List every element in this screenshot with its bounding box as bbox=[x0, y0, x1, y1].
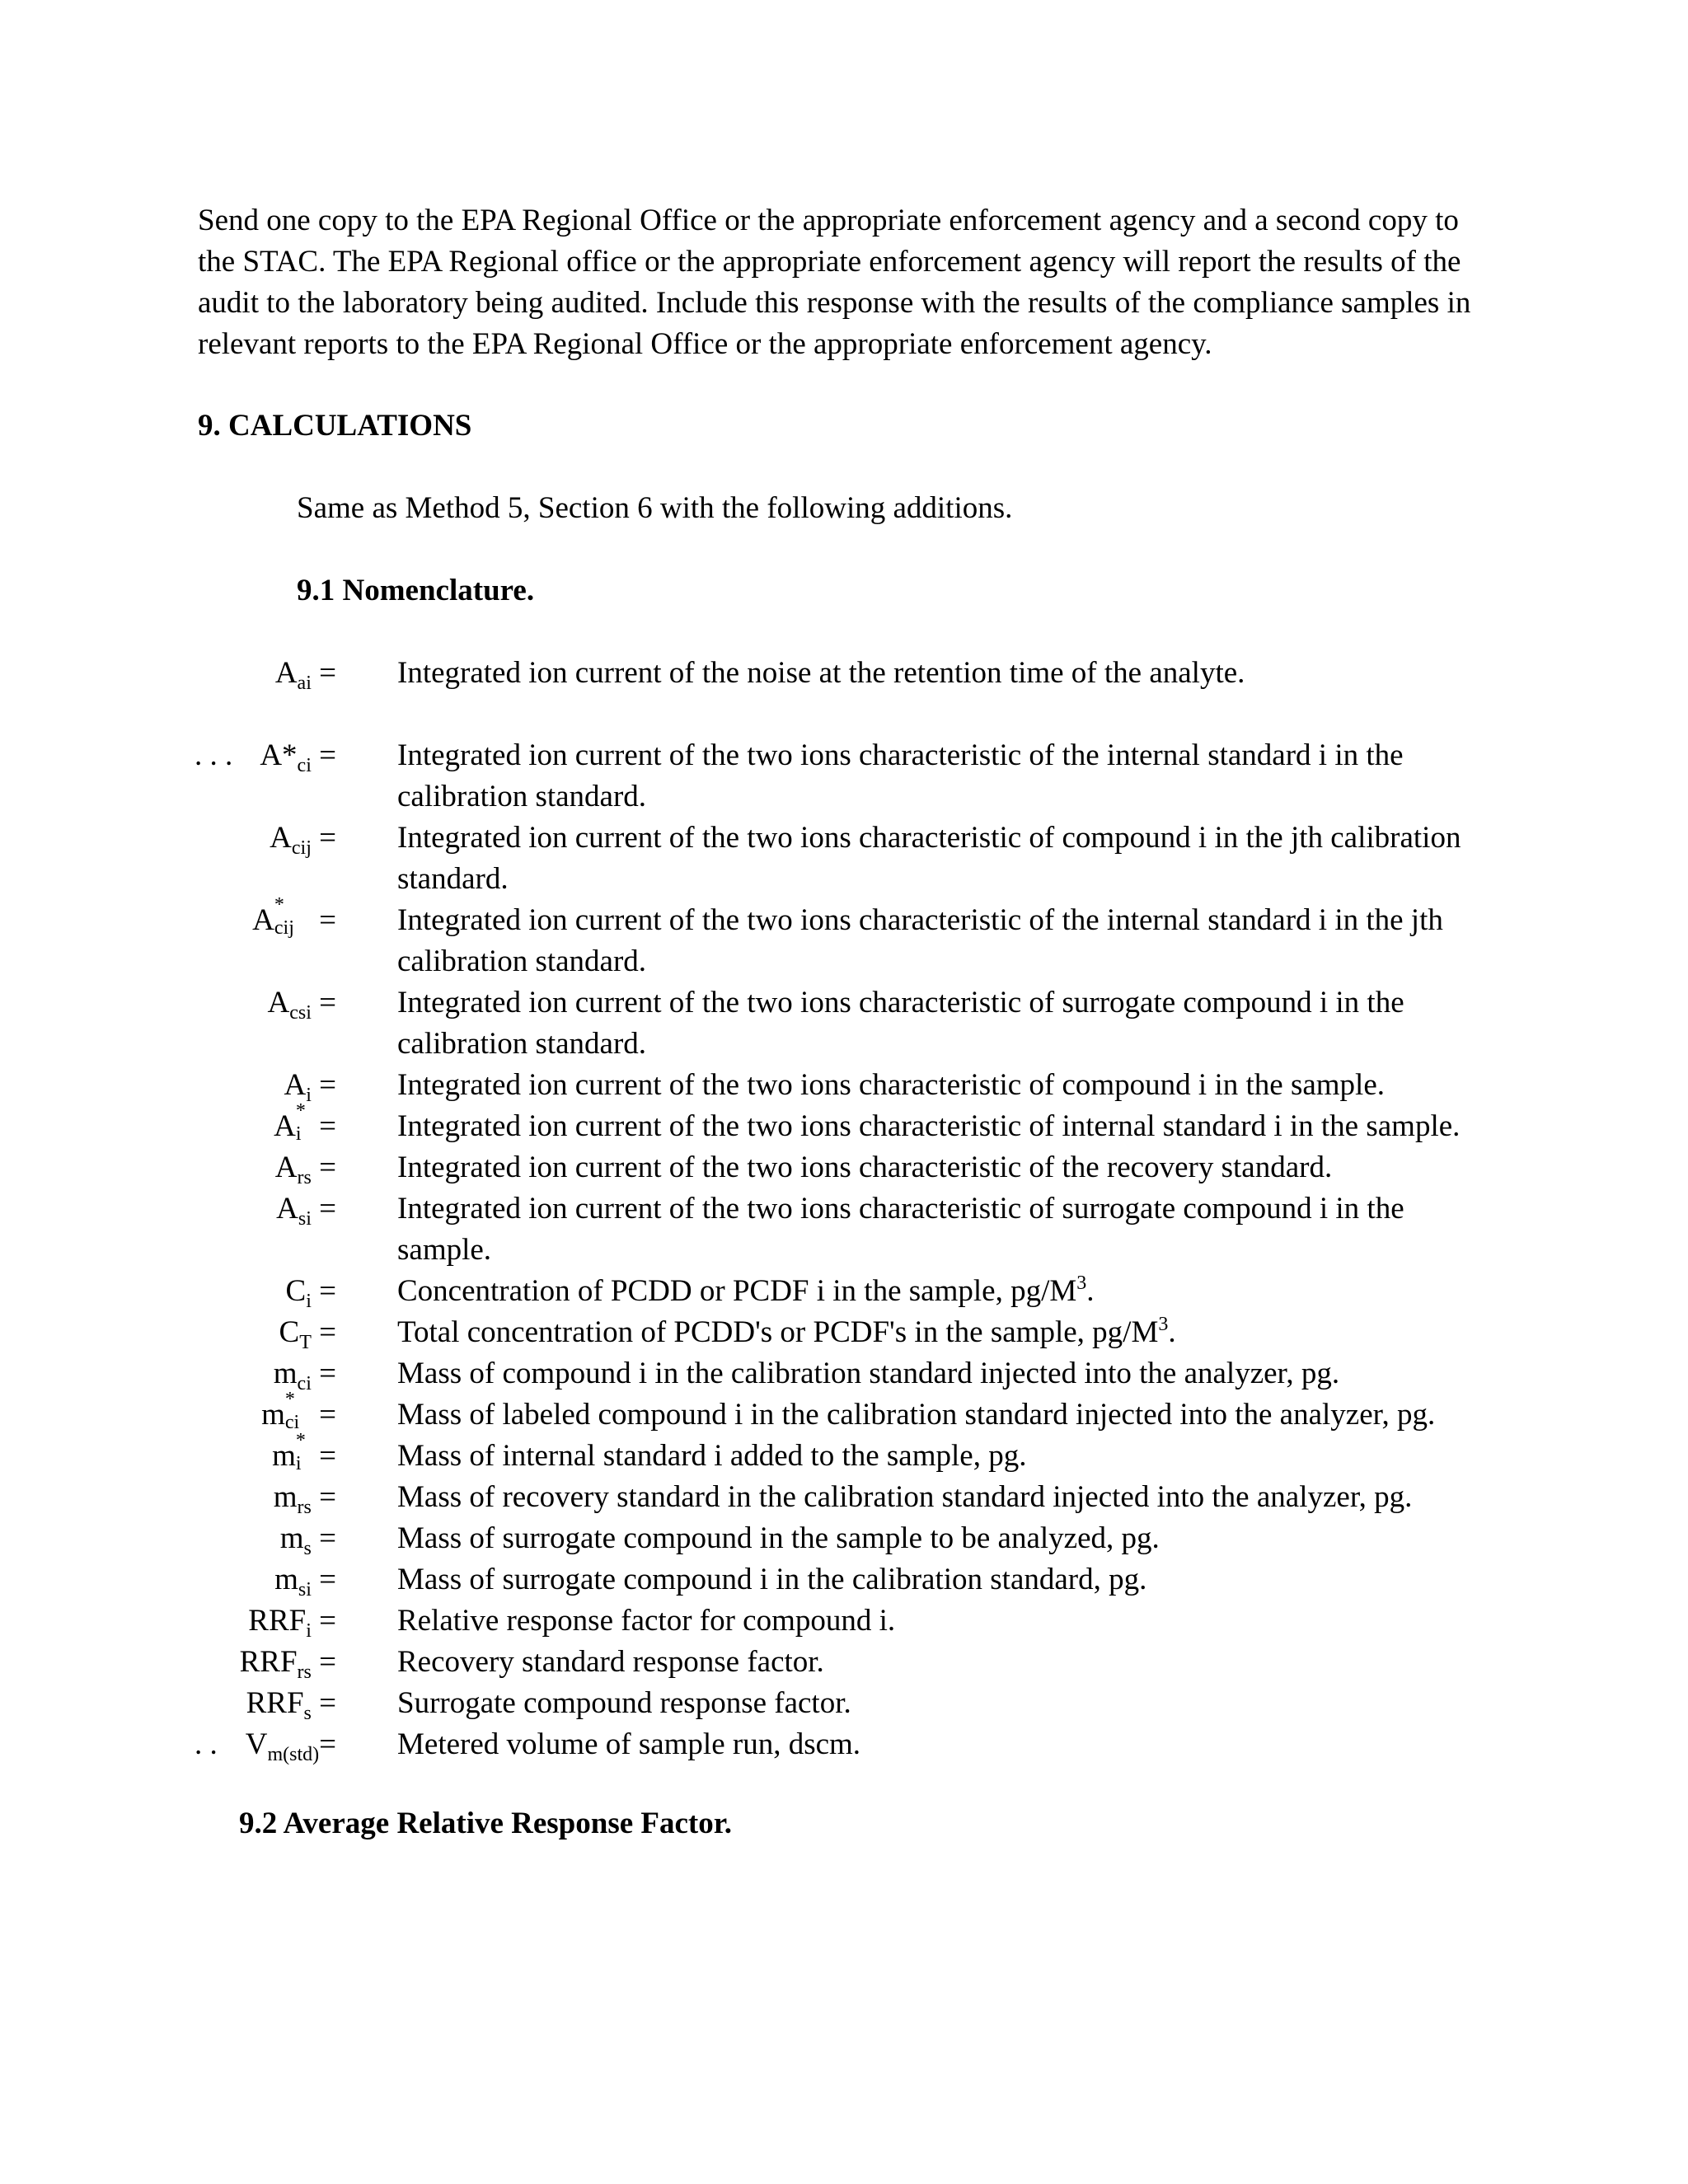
nomenclature-definition: Mass of labeled compound i in the calibration standard injected into the analyzer, pg. bbox=[397, 1398, 1436, 1432]
nomenclature-definition: Mass of surrogate compound in the sample to be analyzed, pg. bbox=[397, 1521, 1160, 1555]
nomenclature-symbol: $RRF_{rs}$ = bbox=[239, 1645, 336, 1683]
nomenclature-symbol: $C_i$ = bbox=[285, 1274, 336, 1312]
section-9-2-heading: 9.2 Average Relative Response Factor. bbox=[239, 1807, 733, 1840]
nomenclature-definition: Total concentration of PCDD's or PCDF's in the sample, $pg/M^3$. bbox=[397, 1314, 1176, 1349]
nomenclature-symbol: A * i = bbox=[274, 1100, 336, 1145]
nomenclature-symbol: $A_{ai}$ = bbox=[274, 656, 336, 694]
nomenclature-definition: Surrogate compound response factor. bbox=[397, 1686, 851, 1720]
nomenclature-definition: Mass of surrogate compound i in the calibration standard, pg. bbox=[397, 1563, 1147, 1596]
nomenclature-symbol: $A_i$ = bbox=[284, 1068, 336, 1106]
nomenclature-definition: Mass of recovery standard in the calibration standard injected into the analyzer, pg. bbox=[397, 1480, 1413, 1514]
nomenclature-definition: Integrated ion current of the two ions characteristic of compound i in the jth calibration standard. bbox=[397, 821, 1461, 896]
nomenclature-definition: Integrated ion current of the two ions characteristic of the internal standard i in the calibration standard. bbox=[397, 738, 1404, 813]
nomenclature-definition: Integrated ion current of the noise at the retention time of the analyte. bbox=[397, 656, 1245, 690]
nomenclature-definition: Recovery standard response factor. bbox=[397, 1645, 824, 1679]
nomenclature-definition: Concentration of PCDD or PCDF i in the sample, $pg/M^3$. bbox=[397, 1272, 1095, 1308]
nomenclature-symbol: $A_{rs}$ = bbox=[274, 1151, 336, 1188]
nomenclature-definition: Relative response factor for compound i. bbox=[397, 1604, 896, 1638]
nomenclature-symbol: $m_s$ = bbox=[279, 1521, 336, 1559]
nomenclature-symbol: $A_{si}$ = bbox=[276, 1192, 336, 1230]
nomenclature-definition: Integrated ion current of the two ions characteristic of compound i in the sample. bbox=[397, 1068, 1386, 1102]
section-9-heading: 9. CALCULATIONS bbox=[198, 409, 472, 443]
nomenclature-symbol: $A_{cij}$ = bbox=[270, 821, 336, 859]
nomenclature-symbol: m * ci = bbox=[261, 1389, 336, 1433]
nomenclature-definition: Integrated ion current of the two ions characteristic of internal standard i in the sample. bbox=[397, 1109, 1461, 1143]
nomenclature-symbol: $V_{m(std)}=$ bbox=[245, 1727, 336, 1765]
nomenclature-symbol: $m_{ci}$ = bbox=[273, 1357, 336, 1394]
nomenclature-symbol: A * cij = bbox=[252, 894, 336, 939]
nomenclature-symbol: $A*_{ci}$ = bbox=[260, 738, 336, 776]
opening-paragraph: Send one copy to the EPA Regional Office or the appropriate enforcement agency and a second copy to the STAC. The EPA Regional office or the appropriate enforcement agency will report the results of the audit to the laboratory being audited. Include this response with the results of the compliance samples in relevant reports to the EPA Regional Office or the appropriate enforcement agency. bbox=[198, 204, 1471, 361]
nomenclature-definition: Integrated ion current of the two ions characteristic of surrogate compound i in the sample. bbox=[397, 1192, 1404, 1267]
nomenclature-symbol: $RRF_s$ = bbox=[246, 1686, 336, 1724]
nomenclature-symbol: $m_{si}$ = bbox=[274, 1563, 336, 1601]
nomenclature-definition: Metered volume of sample run, dscm. bbox=[397, 1727, 861, 1761]
nomenclature-symbol: $RRF_i$ = bbox=[248, 1604, 336, 1642]
nomenclature-definition: Integrated ion current of the two ions characteristic of surrogate compound i in the calibration standard. bbox=[397, 986, 1404, 1061]
nomenclature-definition: Integrated ion current of the two ions characteristic of the recovery standard. bbox=[397, 1151, 1333, 1184]
section-9-1-heading: 9.1 Nomenclature. bbox=[297, 574, 535, 607]
nomenclature-definition: Mass of compound i in the calibration standard injected into the analyzer, pg. bbox=[397, 1357, 1340, 1390]
nomenclature-symbol: $C_T$ = bbox=[279, 1315, 336, 1353]
nomenclature-definition: Integrated ion current of the two ions characteristic of the internal standard i in the jth calibration standard. bbox=[397, 903, 1443, 978]
nomenclature-symbol: $m_{rs}$ = bbox=[273, 1480, 336, 1518]
nomenclature-symbol: $A_{csi}$ = bbox=[267, 986, 336, 1024]
leader-dots: . . bbox=[195, 1727, 218, 1761]
section-9-intro: Same as Method 5, Section 6 with the following additions. bbox=[297, 491, 1013, 525]
nomenclature-definition: Mass of internal standard i added to the sample, pg. bbox=[397, 1439, 1027, 1473]
nomenclature-symbol: m * i = bbox=[272, 1430, 336, 1474]
leader-dots: . . . bbox=[195, 738, 233, 772]
